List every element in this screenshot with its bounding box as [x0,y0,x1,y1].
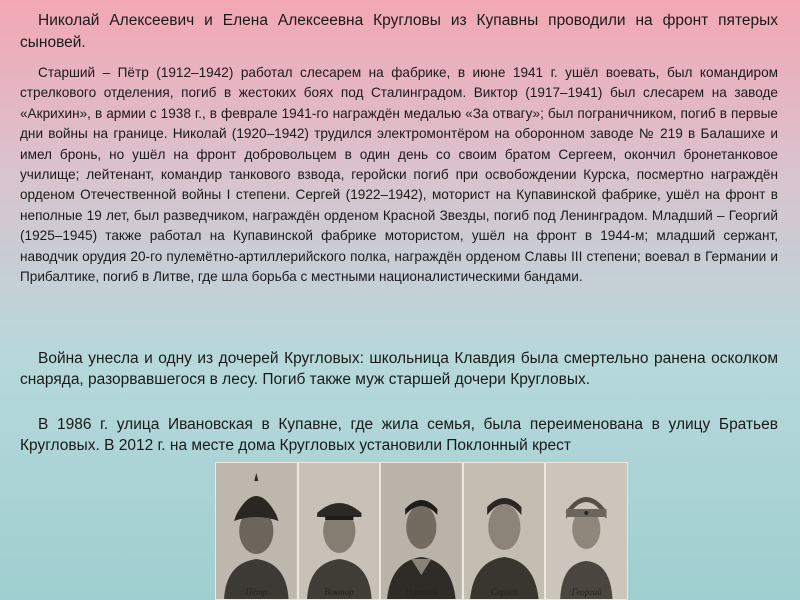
portrait-image [299,463,380,599]
portrait-sergei [464,463,545,599]
sons-text: Старший – Пётр (1912–1942) работал слесарем на фабрике, в июне 1941 г. ушёл воевать, был командиром стрелкового отделения, погиб в жестоких боях под Сталинградом. Виктор (1917–1941) был слесарем на заводе «Акрихин», в армии с 1938 г., в феврале 1941-го награждён медалью «За отвагу»; был пограничником, погиб в первые дни войны на границе. Николай (1920–1942) трудился электромонтёром на оборонном заводе № 219 в Балашихе и имел бронь, но ушёл на фронт добровольцем в один день со своим братом Сергеем, окончил бронетанковое училище; лейтенант, командир танкового взвода, геройски погиб при освобождении Курска, посмертно награждён орденом Отечественной войны I степени. Сергей (1922–1942), моторист на Купавинской фабрике, ушёл на фронт в неполные 19 лет, был разведчиком, награждён орденом Красной Звезды, погиб под Ленинградом. Младший – Георгий (1925–1945) также работал на Купавинской фабрике мотористом, ушёл на фронт в 1944-м; младший сержант, наводчик орудия 20-го пулемётно-артиллерийского полка, награждён орденом Славы III степени; воевал в Германии и Прибалтике, погиб в Литве, где шла борьба с местными националистическими бандами. [20,65,778,285]
portrait-caption: Николай [405,587,438,597]
daughter-paragraph [20,348,778,390]
portrait-petr [216,463,297,599]
portrait-caption: Пётр [245,587,268,597]
memorial-paragraph [20,414,778,456]
portrait-caption: Виктор [324,587,354,597]
portrait-image [216,463,297,599]
intro-paragraph [20,10,778,54]
intro-text: Николай Алексеевич и Елена Алексеевна Кругловы из Купавны проводили на фронт пятерых сыновей. [20,12,778,51]
portrait-image [464,463,545,599]
portrait-caption: Георгий [571,587,602,597]
portrait-caption: Сергей [490,587,518,597]
portrait-viktor [299,463,380,599]
portrait-georgy [546,463,627,599]
daughter-text: Война унесла и одну из дочерей Кругловых: школьница Клавдия была смертельно ранена осколком снаряда, разорвавшегося в лесу. Погиб также муж старшей дочери Кругловых. [20,350,778,388]
brothers-photo-strip [215,462,628,600]
portrait-image [381,463,462,599]
portrait-image [546,463,627,599]
sons-paragraph [20,63,778,287]
memorial-text: В 1986 г. улица Ивановская в Купавне, где жила семья, была переименована в улицу Братьев Кругловых. В 2012 г. на месте дома Кругловых установили Поклонный крест [20,416,778,454]
portrait-nikolai [381,463,462,599]
